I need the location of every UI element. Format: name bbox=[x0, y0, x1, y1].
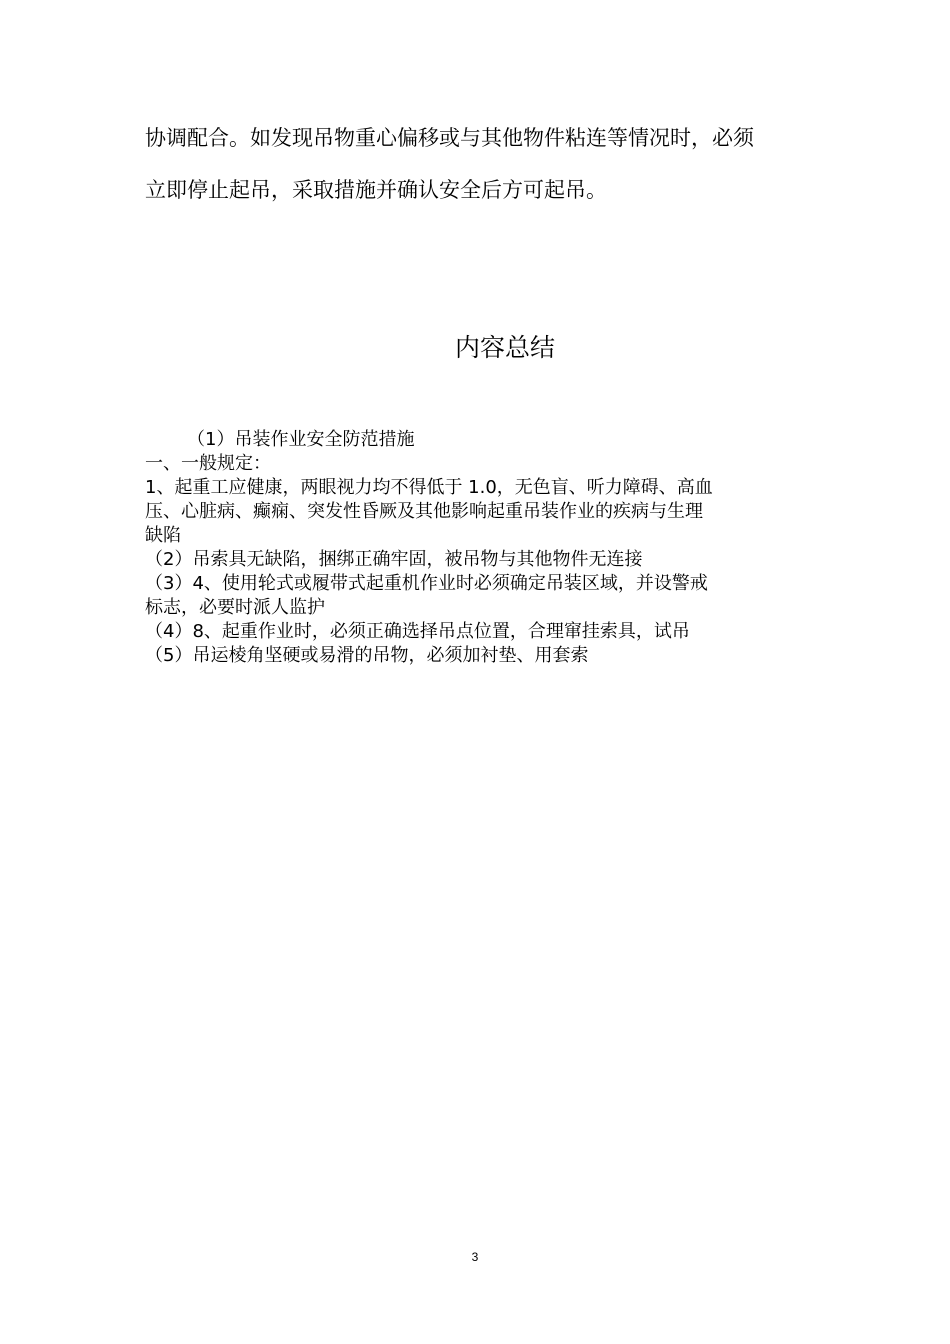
summary-line-3: 1、起重工应健康，两眼视力均不得低于 1.0，无色盲、听力障碍、高血 bbox=[145, 477, 713, 498]
page-number: 3 bbox=[471, 1250, 479, 1264]
summary-line-9: （4）8、起重作业时，必须正确选择吊点位置，合理窜挂索具，试吊 bbox=[145, 621, 690, 642]
paragraph-line-1: 协调配合。如发现吊物重心偏移或与其他物件粘连等情况时，必须 bbox=[145, 126, 754, 150]
paragraph-line-2: 立即停止起吊，采取措施并确认安全后方可起吊。 bbox=[145, 178, 607, 202]
summary-line-5: 缺陷 bbox=[145, 525, 181, 546]
summary-line-4: 压、心脏病、癫痫、突发性昏厥及其他影响起重吊装作业的疾病与生理 bbox=[145, 501, 703, 522]
summary-block bbox=[145, 428, 805, 668]
summary-title: 内容总结 bbox=[454, 333, 555, 362]
summary-line-10: （5）吊运棱角坚硬或易滑的吊物，必须加衬垫、用套索 bbox=[145, 645, 589, 666]
summary-line-7: （3）4、使用轮式或履带式起重机作业时必须确定吊装区域，并设警戒 bbox=[145, 573, 708, 594]
summary-line-1: （1）吊装作业安全防范措施 bbox=[187, 429, 415, 450]
summary-line-6: （2）吊索具无缺陷，捆绑正确牢固，被吊物与其他物件无连接 bbox=[145, 549, 643, 570]
summary-line-8: 标志，必要时派人监护 bbox=[145, 597, 325, 618]
summary-line-2: 一、一般规定： bbox=[145, 453, 271, 474]
